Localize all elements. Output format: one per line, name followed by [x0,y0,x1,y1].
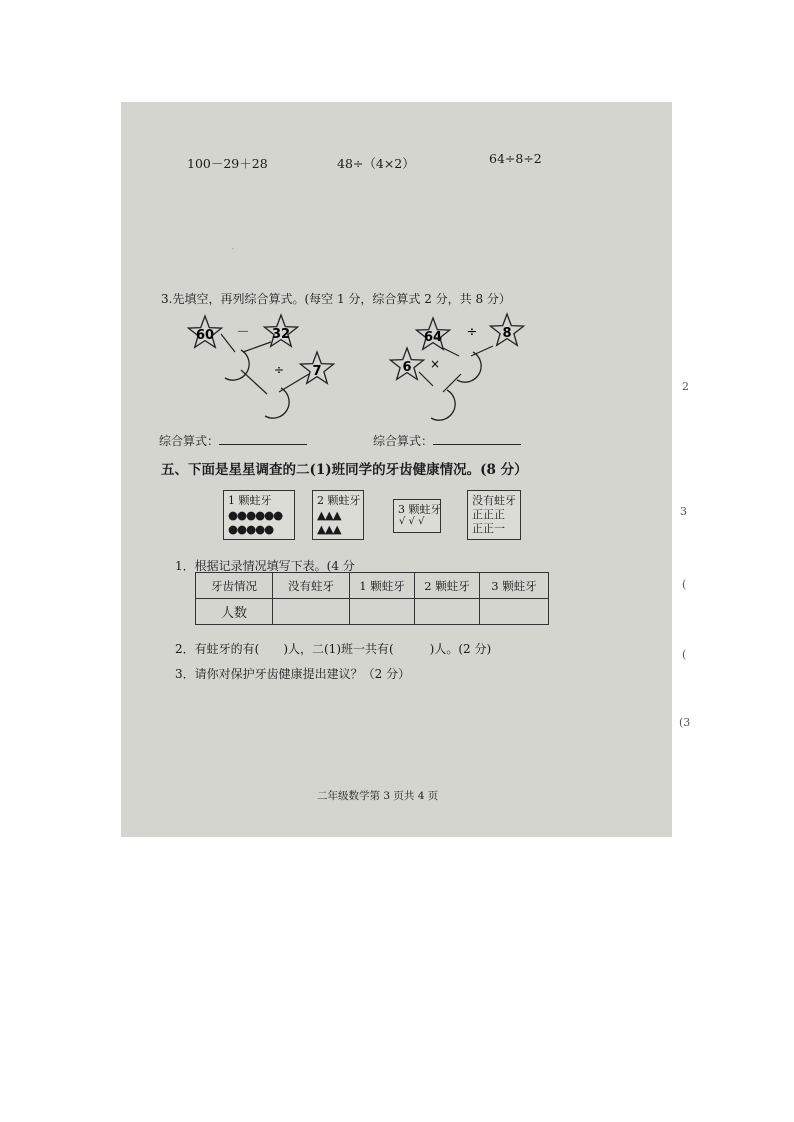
connector-line [471,346,493,356]
right-op-2: × [429,357,441,371]
left-star-1-value: 60 [195,328,215,343]
moon-icon [457,352,481,382]
card-one-cavity [223,490,295,540]
card-label: 1 颗蛀牙 [228,494,272,507]
tally-row: 正正一 [472,522,505,535]
formula-label: 综合算式： [373,434,434,448]
connector-line [241,370,267,394]
table-header-row [196,573,549,599]
q3-instruction: 3.先填空，再列综合算式。(每空 1 分，综合算式 2 分，共 8 分） [161,292,511,306]
check-symbols: √ √ √ [399,516,425,527]
answer-cell[interactable] [480,599,549,625]
circle-symbols: ●●●●●● ●●●●● [228,508,283,536]
page-footer: 二年级数学第 3 页共 4 页 [317,790,439,802]
connector-line [443,348,459,356]
answer-blank[interactable] [433,432,521,445]
edge-mark: 2 [682,380,689,393]
answer-blank[interactable] [219,432,307,445]
card-no-cavity [467,490,521,540]
formula-right [373,432,521,449]
edge-mark: (3 [679,716,691,729]
answer-cell[interactable] [273,599,350,625]
expression-3: 64÷8÷2 [489,151,542,166]
expression-1: 100－29＋28 [187,156,268,171]
moon-icon [265,388,289,418]
table-header: 1 颗蛀牙 [350,573,415,599]
card-three-cavities [393,499,441,533]
right-star-1-value: 64 [423,330,443,345]
card-label: 没有蛀牙 [472,494,516,507]
table-row [196,599,549,625]
right-star-3-value: 6 [402,360,412,375]
formula-label: 综合算式： [159,434,220,448]
connector-line [243,342,271,352]
edge-mark: ( [682,648,687,661]
connector-line [443,374,461,392]
q3-diagrams [121,312,672,422]
left-star-3-value: 7 [312,364,322,379]
left-op-2: ÷ [273,363,285,377]
formula-left [159,432,307,449]
card-two-cavities [312,490,364,540]
edge-mark: ( [682,578,687,591]
table-header: 牙齿情况 [196,573,273,599]
left-op-1: － [236,325,250,340]
tooth-health-table [195,572,549,625]
triangle-symbols: ▲▲▲ ▲▲▲ [317,508,341,536]
table-row-label: 人数 [196,599,273,625]
connector-line [419,372,433,386]
section5-title: 五、下面是星星调查的二(1)班同学的牙齿健康情况。(8 分） [161,462,528,478]
moon-icon [225,350,249,380]
card-label: 2 颗蛀牙 [317,494,361,507]
section5-q2: 2．有蛀牙的有( )人，二(1)班一共有( )人。(2 分) [175,642,492,656]
table-header: 3 颗蛀牙 [480,573,549,599]
answer-cell[interactable] [415,599,480,625]
bleed-through-text: · [231,242,379,256]
left-star-2-value: 32 [271,327,291,342]
moon-icon [431,390,455,420]
right-op-1: ÷ [466,325,478,340]
card-label: 3 颗蛀牙 [398,503,442,516]
expression-2: 48÷（4×2） [337,156,415,171]
answer-cell[interactable] [350,599,415,625]
table-header: 没有蛀牙 [273,573,350,599]
exam-sheet [121,102,672,837]
right-star-2-value: 8 [502,326,512,341]
edge-mark: 3 [680,505,687,518]
section5-q1: 1．根据记录情况填写下表。(4 分 [175,559,355,573]
section5-q3: 3．请你对保护牙齿健康提出建议？（2 分） [175,667,411,681]
connector-line [221,334,235,352]
tally-row: 正正正 [472,508,505,521]
table-header: 2 颗蛀牙 [415,573,480,599]
